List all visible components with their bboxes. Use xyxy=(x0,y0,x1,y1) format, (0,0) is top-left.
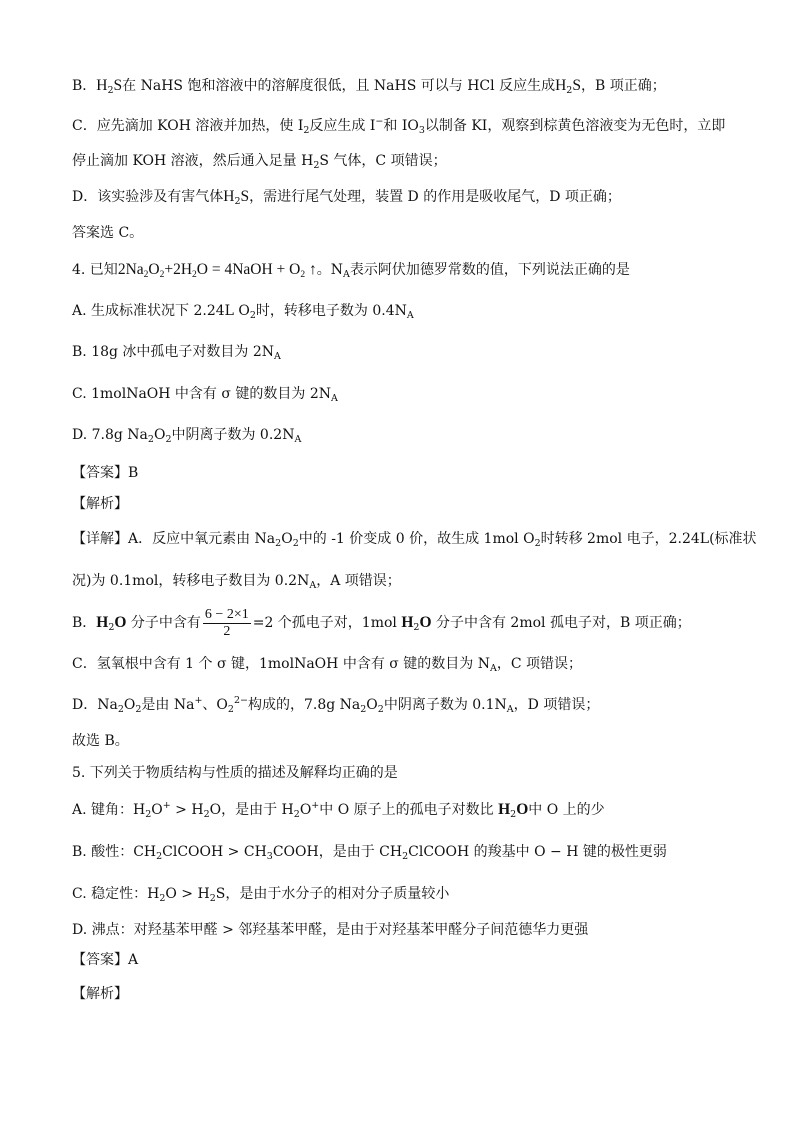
q5-option-c: C. 稳定性：$H_2O > H_2S$，是由于水分子的相对分子质量较小 xyxy=(72,886,450,904)
q4-detail-a-line1: 【详解】A．反应中氧元素由 $Na_2O_2$中的 -1 价变成 0 价，故生成 1mol $O_2$时转移 2mol 电子，2.24L(标准状 xyxy=(72,531,757,549)
q5-analysis-label: 【解析】 xyxy=(72,986,128,1002)
prev-option-d: D．该实验涉及有害气体$H_2S$，需进行尾气处理，装置 D 的作用是吸收尾气，D 项正确； xyxy=(72,188,621,207)
fraction: $\frac{6 - 2\times 1}{2}$ xyxy=(204,606,249,639)
q4-option-a: A. 生成标准状况下 2.24L $O_2$时，转移电子数为 $0.4N_A$ xyxy=(72,303,414,321)
prev-option-c-line2: 停止滴加 KOH 溶液，然后通入足量 $H_2S$ 气体，C 项错误； xyxy=(72,153,447,171)
q4-detail-a-line2: 况)为 0.1mol，转移电子数目为 $0.2N_A$，A 项错误； xyxy=(72,573,401,591)
prev-option-b: B．$H_2S$在 NaHS 饱和溶液中的溶解度很低，且 NaHS 可以与 HCl 反应生成$H_2S$，B 项正确； xyxy=(72,77,666,96)
q4-analysis-label: 【解析】 xyxy=(72,496,128,512)
q4-detail-d: D．$Na_2O_2$是由 Na+、$O_2^{2-}$构成的，7.8g $Na_2O_2$中阴离子数为 $0.1N_A$，D 项错误； xyxy=(72,695,600,715)
q5-option-d: D. 沸点：对羟基苯甲醛 > 邻羟基苯甲醛，是由于对羟基苯甲醛分子间范德华力更强 xyxy=(72,922,589,938)
q4-option-c: C. 1molNaOH 中含有 σ 键的数目为 $2N_A$ xyxy=(72,386,338,404)
prev-answer: 答案选 C。 xyxy=(72,225,144,241)
q5-answer: 【答案】A xyxy=(72,952,139,968)
q4-option-d: D. 7.8g $Na_2O_2$中阴离子数为 $0.2N_A$ xyxy=(72,427,302,445)
q4-stem: 4. 已知$2Na_2O_2+2H_2O$ = 4NaOH + $O_2$ ↑。$N_A$表示阿伏加德罗常数的值，下列说法正确的是 xyxy=(72,261,630,280)
q4-conclusion: 故选 B。 xyxy=(72,733,129,749)
q4-detail-c: C．氢氧根中含有 1 个 σ 键，1molNaOH 中含有 σ 键的数目为 $N_A$，C 项错误； xyxy=(72,656,583,674)
q4-answer: 【答案】B xyxy=(72,465,139,481)
q4-detail-b: B．$H_2O$ 分子中含有 $\frac{6 - 2\times 1}{2}$ =2 个孤电子对，1mol $H_2O$ 分子中含有 2mol 孤电子对，B 项正确； xyxy=(72,606,691,639)
q5-option-b: B. 酸性：$CH_2ClCOOH$ > $CH_3COOH$，是由于 $CH_2ClCOOH$ 的羧基中 O − H 键的极性更弱 xyxy=(72,844,667,862)
q5-option-a: A. 键角：$H_2O^+ > H_2O$，是由于 $H_2O^+$中 O 原子上的孤电子对数比 $H_2O$中 O 上的少 xyxy=(72,800,605,820)
q4-option-b: B. 18g 冰中孤电子对数目为 $2N_A$ xyxy=(72,344,281,362)
q5-stem: 5. 下列关于物质结构与性质的描述及解释均正确的是 xyxy=(72,765,398,781)
prev-option-c-line1: C．应先滴加 KOH 溶液并加热，使 $I_2$反应生成 I−和 $IO_3$以制备 KI，观察到棕黄色溶液变为无色时，立即 xyxy=(72,116,726,136)
